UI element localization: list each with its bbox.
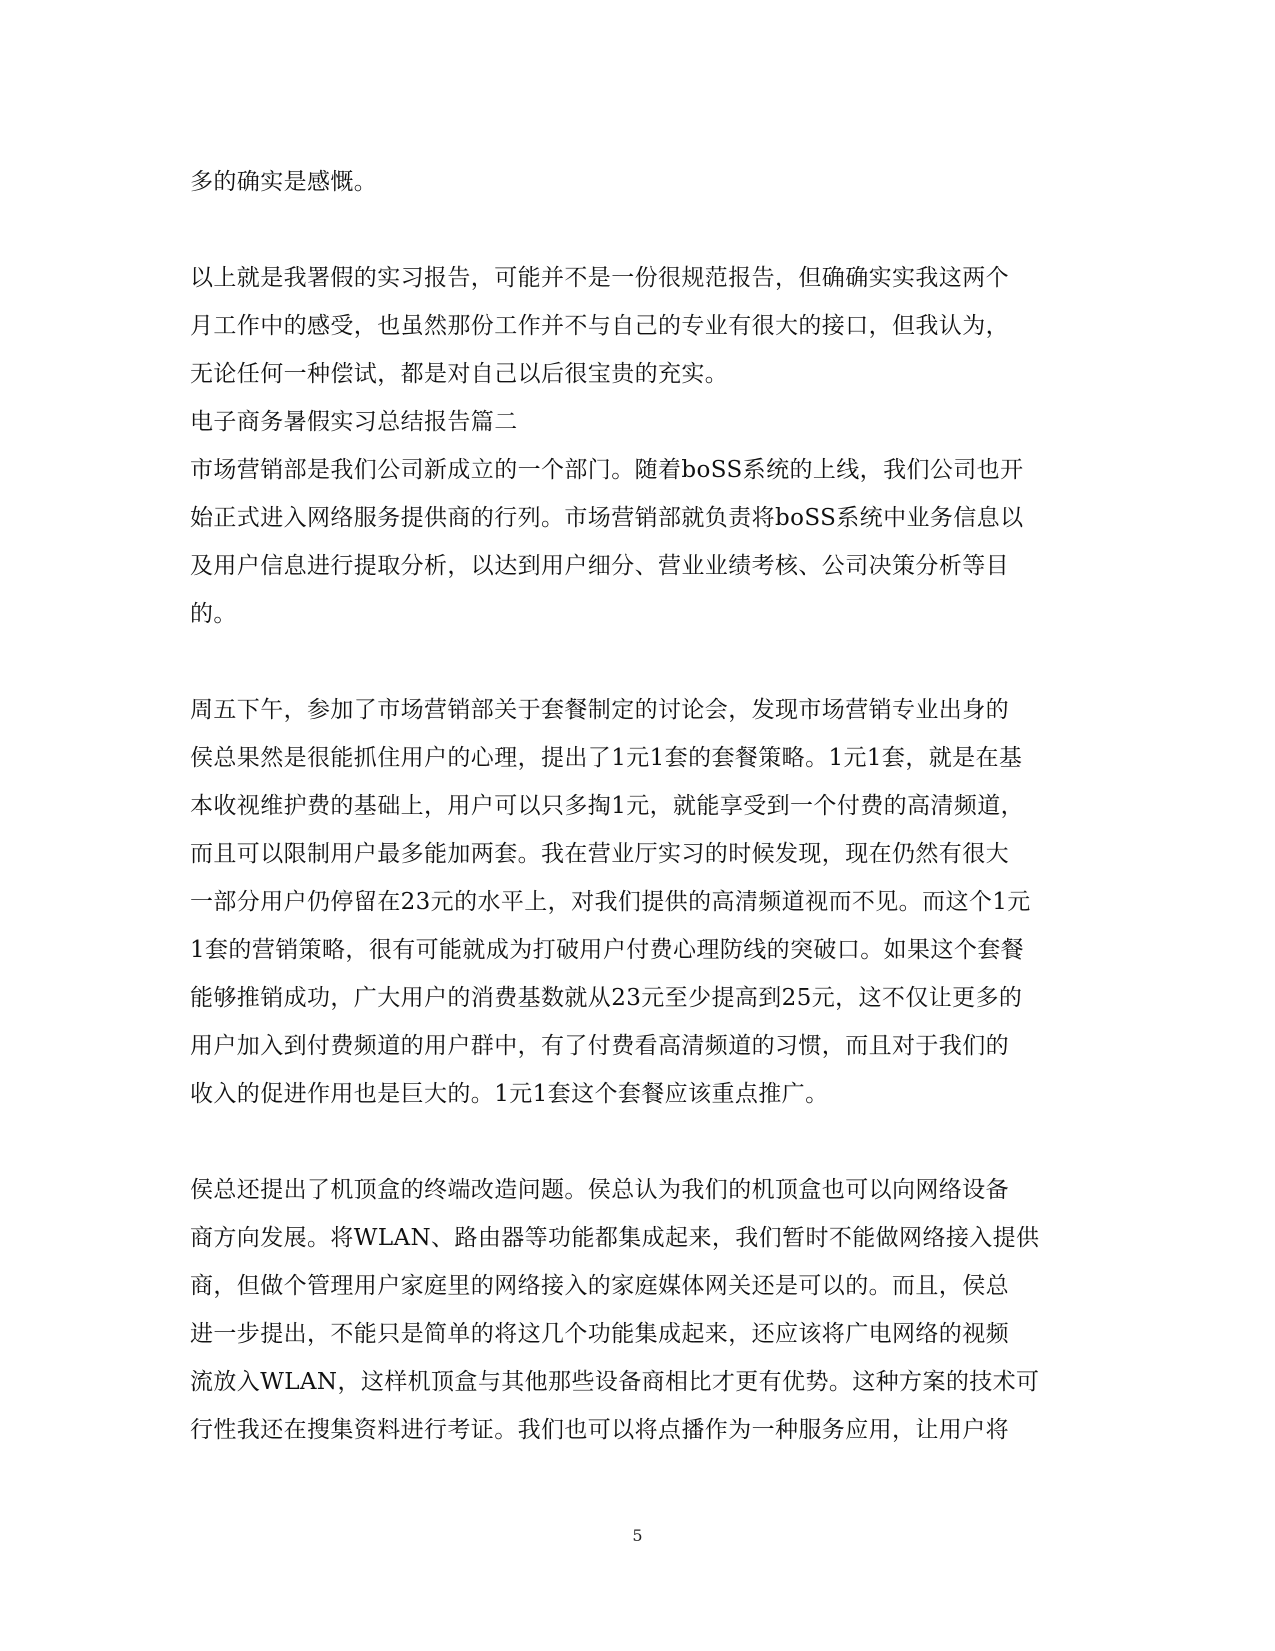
text-line: 市场营销部是我们公司新成立的一个部门。随着boSS系统的上线，我们公司也开 — [190, 457, 1024, 483]
text-line: 的。 — [190, 601, 237, 627]
text-line: 进一步提出，不能只是简单的将这几个功能集成起来，还应该将广电网络的视频 — [190, 1321, 1009, 1347]
text-line: 无论任何一种偿试，都是对自己以后很宝贵的充实。 — [190, 361, 729, 387]
text-line: 本收视维护费的基础上，用户可以只多掏1元，就能享受到一个付费的高清频道， — [190, 793, 1025, 819]
text-line: 用户加入到付费频道的用户群中，有了付费看高清频道的习惯，而且对于我们的 — [190, 1033, 1009, 1059]
text-line: 侯总还提出了机顶盒的终端改造问题。侯总认为我们的机顶盒也可以向网络设备 — [190, 1177, 1009, 1203]
page-number: 5 — [632, 1526, 643, 1545]
text-line: 侯总果然是很能抓住用户的心理，提出了1元1套的套餐策略。1元1套，就是在基 — [190, 745, 1023, 771]
section-heading: 电子商务暑假实习总结报告篇二 — [190, 409, 518, 435]
text-line: 商方向发展。将WLAN、路由器等功能都集成起来，我们暂时不能做网络接入提供 — [190, 1225, 1040, 1251]
text-line: 行性我还在搜集资料进行考证。我们也可以将点播作为一种服务应用，让用户将 — [190, 1417, 1009, 1443]
text-line: 周五下午，参加了市场营销部关于套餐制定的讨论会，发现市场营销专业出身的 — [190, 697, 1009, 723]
paragraph-gap — [190, 644, 1070, 692]
text-line: 而且可以限制用户最多能加两套。我在营业厅实习的时候发现，现在仍然有很大 — [190, 841, 1009, 867]
paragraph-gap — [190, 1124, 1070, 1172]
text-line: 多的确实是感慨。 — [190, 169, 378, 195]
text-line: 始正式进入网络服务提供商的行列。市场营销部就负责将boSS系统中业务信息以 — [190, 505, 1024, 531]
text-line: 商，但做个管理用户家庭里的网络接入的家庭媒体网关还是可以的。而且，侯总 — [190, 1273, 1009, 1299]
text-line: 以上就是我署假的实习报告，可能并不是一份很规范报告，但确确实实我这两个 — [190, 265, 1009, 291]
text-line: 月工作中的感受，也虽然那份工作并不与自己的专业有很大的接口，但我认为， — [190, 313, 1009, 339]
text-line: 能够推销成功，广大用户的消费基数就从23元至少提高到25元，这不仅让更多的 — [190, 985, 1023, 1011]
page-body — [190, 164, 1070, 1460]
text-line: 一部分用户仍停留在23元的水平上，对我们提供的高清频道视而不见。而这个1元 — [190, 889, 1031, 915]
paragraph-gap — [190, 212, 1070, 260]
text-line: 及用户信息进行提取分析，以达到用户细分、营业业绩考核、公司决策分析等目 — [190, 553, 1009, 579]
text-line: 流放入WLAN，这样机顶盒与其他那些设备商相比才更有优势。这种方案的技术可 — [190, 1369, 1040, 1395]
text-line: 收入的促进作用也是巨大的。1元1套这个套餐应该重点推广。 — [190, 1081, 829, 1107]
text-line: 1套的营销策略，很有可能就成为打破用户付费心理防线的突破口。如果这个套餐 — [190, 937, 1025, 963]
